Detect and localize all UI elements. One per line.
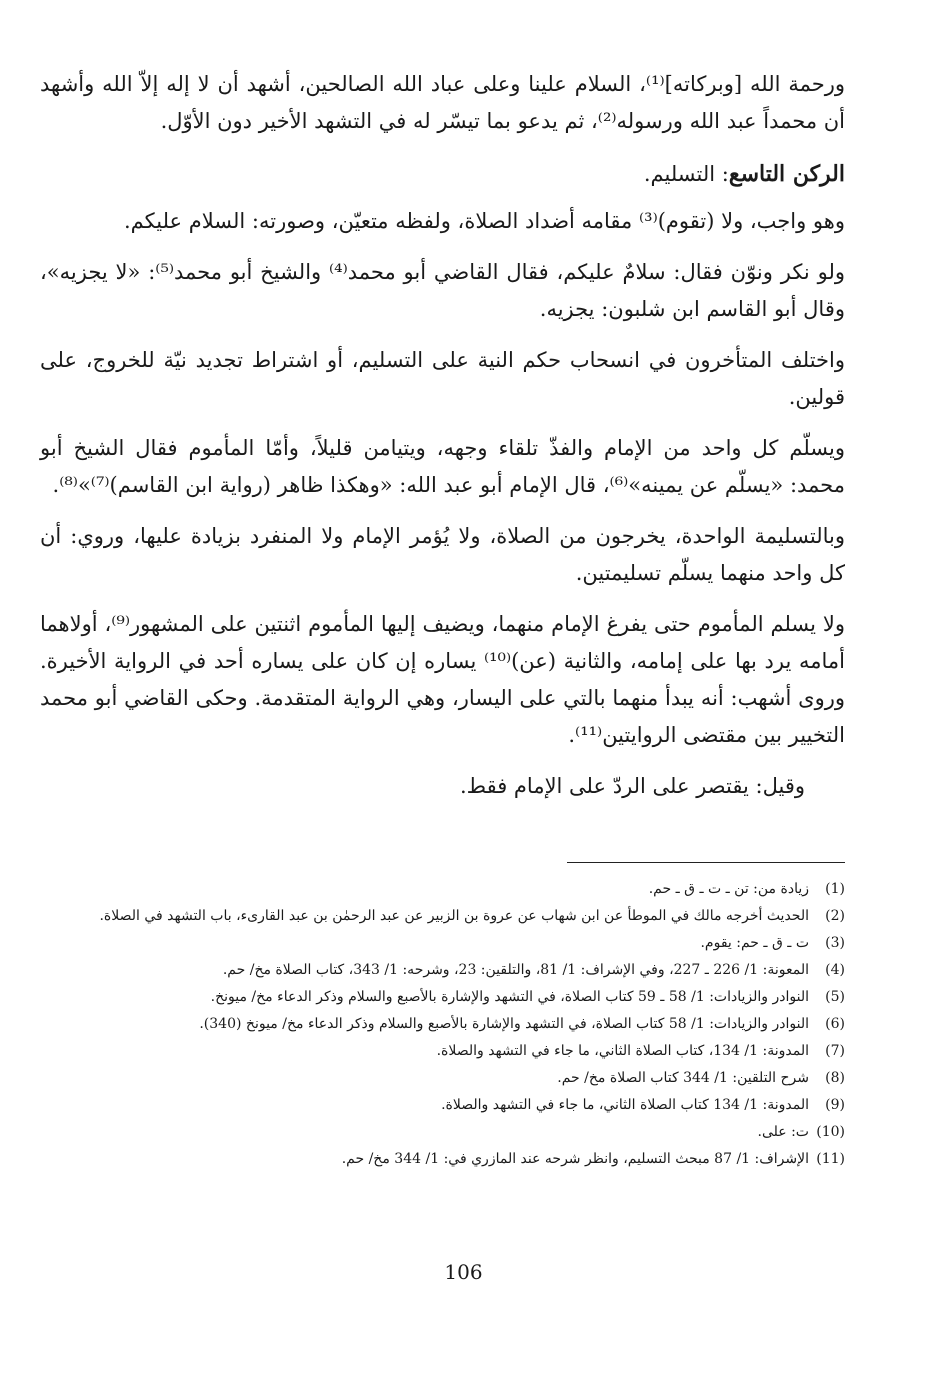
- footnote-number: (2): [825, 908, 845, 924]
- page-number: 106: [444, 1260, 483, 1284]
- footnote-text: النوادر والزيادات: 1/ 58 كتاب الصلاة، في التشهد والإشارة بالأصبع والسلام وذكر الدعاء مخ/ ميونخ (340).: [199, 1016, 809, 1032]
- footnote-text: النوادر والزيادات: 1/ 58 ـ 59 كتاب الصلاة، في التشهد والإشارة بالأصبع والسلام وذكر الدعاء مخ/ ميونخ.: [210, 989, 809, 1005]
- footnote-item: [40, 1092, 845, 1119]
- footnote-item: [40, 1119, 845, 1146]
- footnote-number: (10): [816, 1124, 845, 1140]
- footnote-item: [40, 1065, 845, 1092]
- footnote-text: ت ـ ق ـ حم: يقوم.: [700, 935, 809, 951]
- heading-bold: الركن التاسع: [728, 161, 845, 187]
- footnote-text: ت: على.: [757, 1124, 809, 1140]
- footnote-number: (11): [816, 1151, 845, 1167]
- footnote-item: [40, 930, 845, 957]
- footnote-item: [40, 984, 845, 1011]
- footnote-item: [40, 903, 845, 930]
- paragraph-3: ولو نكر ونوّن فقال: سلامٌ عليكم، فقال القاضي أبو محمد⁽⁴⁾ والشيخ أبو محمد⁽⁵⁾: «لا يجزيه»، وقال أبو القاسم ابن شلبون: يجزيه.: [40, 260, 845, 321]
- paragraph-5: ويسلّم كل واحد من الإمام والفذّ تلقاء وجهه، ويتيامن قليلاً، وأمّا المأموم فقال الشيخ أبو محمد: «يسلّم عن يمينه»⁽⁶⁾، قال الإمام أبو عبد الله: «وهكذا ظاهر (رواية ابن القاسم)⁽⁷⁾»⁽⁸⁾.: [40, 436, 845, 497]
- footnote-item: [40, 1146, 845, 1173]
- footnote-number: (7): [825, 1043, 845, 1059]
- footnote-item: [40, 1011, 845, 1038]
- footnote-item: [40, 876, 845, 903]
- paragraph-4: واختلف المتأخرون في انسحاب حكم النية على التسليم، أو اشتراط تجديد نيّة للخروج، على قولين.: [40, 348, 845, 409]
- main-text: [40, 66, 845, 819]
- footnote-number: (6): [825, 1016, 845, 1032]
- footnote-text: المعونة: 1/ 226 ـ 227، وفي الإشراف: 1/ 81، والتلقين: 23، وشرحه: 1/ 343، كتاب الصلاة مخ/ حم.: [222, 962, 809, 978]
- footnote-number: (1): [825, 881, 845, 897]
- footnote-text: زيادة من: تن ـ ت ـ ق ـ حم.: [648, 881, 809, 897]
- heading-rest: : التسليم.: [643, 162, 729, 186]
- footnote-number: (3): [825, 935, 845, 951]
- footnote-text: الإشراف: 1/ 87 مبحث التسليم، وانظر شرحه عند المازري في: 1/ 344 مخ/ حم.: [341, 1151, 809, 1167]
- footnotes: [40, 876, 845, 1173]
- footnote-separator: [567, 862, 845, 863]
- footnote-number: (8): [825, 1070, 845, 1086]
- paragraph-6: وبالتسليمة الواحدة، يخرجون من الصلاة، ولا يُؤمر الإمام ولا المنفرد بزيادة عليها، وروي: أن كل واحد منهما يسلّم تسليمتين.: [40, 524, 845, 585]
- footnote-text: الحديث أخرجه مالك في الموطأ عن ابن شهاب عن عروة بن الزبير عن عبد الرحمٰن بن عبد القارىء، باب التشهد في الصلاة.: [99, 908, 809, 924]
- paragraph-8: وقيل: يقتصر على الردّ على الإمام فقط.: [459, 774, 805, 798]
- footnote-text: المدونة: 1/ 134، كتاب الصلاة الثاني، ما جاء في التشهد والصلاة.: [436, 1043, 809, 1059]
- paragraph-2: وهو واجب، ولا (تقوم)⁽³⁾ مقامه أضداد الصلاة، ولفظه متعيّن، وصورته: السلام عليكم.: [124, 209, 845, 233]
- footnote-item: [40, 1038, 845, 1065]
- footnote-text: المدونة: 1/ 134 كتاب الصلاة الثاني، ما جاء في التشهد والصلاة.: [441, 1097, 809, 1113]
- footnote-number: (4): [825, 962, 845, 978]
- footnote-number: (9): [825, 1097, 845, 1113]
- section-heading: [40, 156, 845, 193]
- footnote-item: [40, 957, 845, 984]
- footnote-number: (5): [825, 989, 845, 1005]
- footnote-text: شرح التلقين: 1/ 344 كتاب الصلاة مخ/ حم.: [557, 1070, 809, 1086]
- paragraph-1: ورحمة الله [وبركاته]⁽¹⁾، السلام علينا وعلى عباد الله الصالحين، أشهد أن لا إله إلاّ الله وأشهد أن محمداً عبد الله ورسوله⁽²⁾، ثم يدعو بما تيسّر له في التشهد الأخير دون الأوّل.: [40, 72, 845, 133]
- paragraph-7: ولا يسلم المأموم حتى يفرغ الإمام منهما، ويضيف إليها المأموم اثنتين على المشهور⁽⁹⁾، أولاهما أمامه يرد بها على إمامه، والثانية (عن)⁽¹⁰⁾ يساره إن كان على يساره أحد في الرواية الأخيرة. وروى أشهب: أنه يبدأ منهما بالتي على اليسار، وهي الرواية المتقدمة. وحكى القاضي أبو محمد التخيير بين مقتضى الروايتين⁽¹¹⁾.: [40, 612, 845, 747]
